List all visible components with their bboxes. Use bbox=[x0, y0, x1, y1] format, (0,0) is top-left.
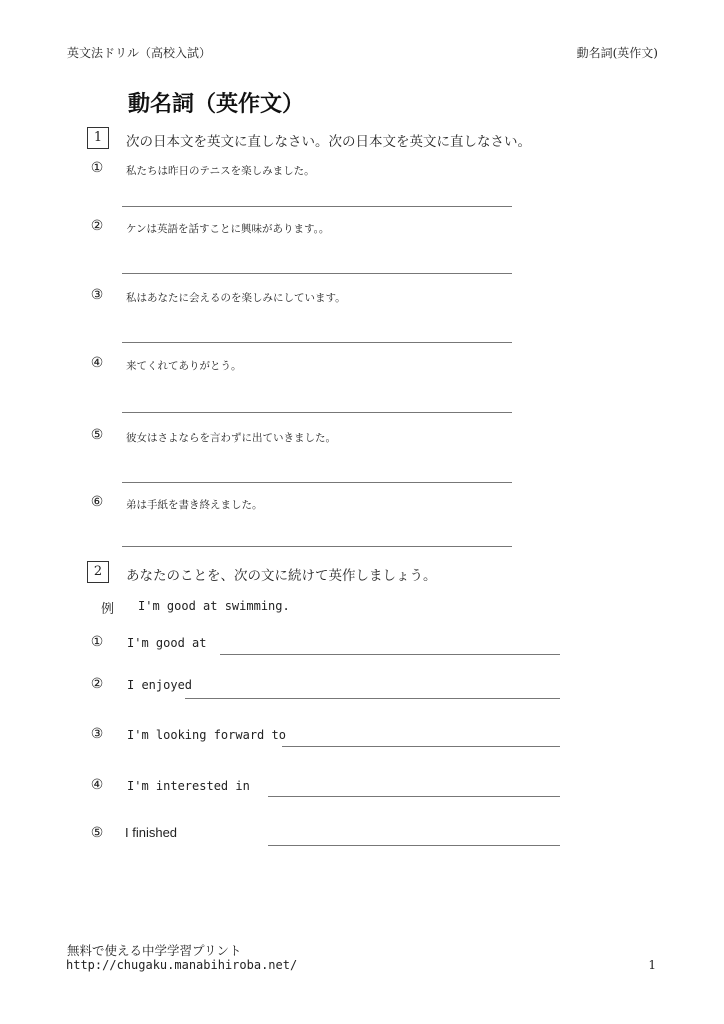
footer-url-link[interactable]: http://chugaku.manabihiroba.net/ bbox=[66, 958, 298, 972]
page-number: 1 bbox=[648, 958, 656, 972]
example-label: 例 bbox=[101, 602, 115, 617]
s2-item-2-answer-line[interactable] bbox=[185, 698, 560, 699]
s1-item-2-text: ケンは英語を話すことに興味があります。。 bbox=[126, 223, 330, 235]
s1-item-5-answer-line[interactable] bbox=[122, 482, 512, 483]
s2-item-3-answer-line[interactable] bbox=[282, 746, 560, 747]
s1-item-4-text: 来てくれてありがとう。 bbox=[126, 360, 242, 372]
header-right-title: 動名詞(英作文) bbox=[576, 46, 658, 60]
footer-site-name: 無料で使える中学学習プリント bbox=[67, 943, 242, 958]
header-left-title: 英文法ドリル（高校入試） bbox=[67, 46, 212, 60]
s1-item-6-text: 弟は手紙を書き終えました。 bbox=[126, 499, 263, 511]
s1-item-3-text: 私はあなたに会えるのを楽しみにしています。 bbox=[126, 292, 346, 304]
s1-item-2-number: ② bbox=[90, 218, 104, 234]
s1-item-4-answer-line[interactable] bbox=[122, 412, 512, 413]
s1-item-5-text: 彼女はさよならを言わずに出ていきました。 bbox=[126, 432, 336, 444]
s2-item-1-number: ① bbox=[90, 634, 104, 650]
s1-item-5-number: ⑤ bbox=[90, 427, 104, 443]
s2-item-4-text: I'm interested in bbox=[127, 779, 250, 793]
s2-item-1-text: I'm good at bbox=[127, 636, 207, 650]
s1-item-4-number: ④ bbox=[90, 355, 104, 371]
s2-item-2-number: ② bbox=[90, 676, 104, 692]
s1-item-1-answer-line[interactable] bbox=[122, 206, 512, 207]
section2-instruction: あなたのことを、次の文に続けて英作しましょう。 bbox=[126, 568, 437, 584]
s2-item-4-answer-line[interactable] bbox=[268, 796, 560, 797]
s1-item-3-number: ③ bbox=[90, 287, 104, 303]
s2-item-5-number: ⑤ bbox=[90, 825, 104, 841]
s2-item-1-answer-line[interactable] bbox=[220, 654, 560, 655]
s2-item-5-text: I finished bbox=[125, 825, 178, 840]
s2-item-3-number: ③ bbox=[90, 726, 104, 742]
s1-item-2-answer-line[interactable] bbox=[122, 273, 512, 274]
s1-item-6-answer-line[interactable] bbox=[122, 546, 512, 547]
s1-item-3-answer-line[interactable] bbox=[122, 342, 512, 343]
example-text: I'm good at swimming. bbox=[138, 599, 290, 613]
s2-item-4-number: ④ bbox=[90, 777, 104, 793]
s1-item-1-text: 私たちは昨日のテニスを楽しみました。 bbox=[126, 165, 315, 177]
s2-item-3-text: I'm looking forward to bbox=[127, 728, 286, 742]
section2-number-box: 2 bbox=[87, 561, 109, 583]
section1-instruction: 次の日本文を英文に直しなさい。次の日本文を英文に直しなさい。 bbox=[126, 134, 531, 150]
section1-number-box: 1 bbox=[87, 127, 109, 149]
page-title: 動名詞（英作文） bbox=[128, 92, 305, 117]
s2-item-5-answer-line[interactable] bbox=[268, 845, 560, 846]
s2-item-2-text: I enjoyed bbox=[127, 678, 193, 692]
s1-item-6-number: ⑥ bbox=[90, 494, 104, 510]
s1-item-1-number: ① bbox=[90, 160, 104, 176]
